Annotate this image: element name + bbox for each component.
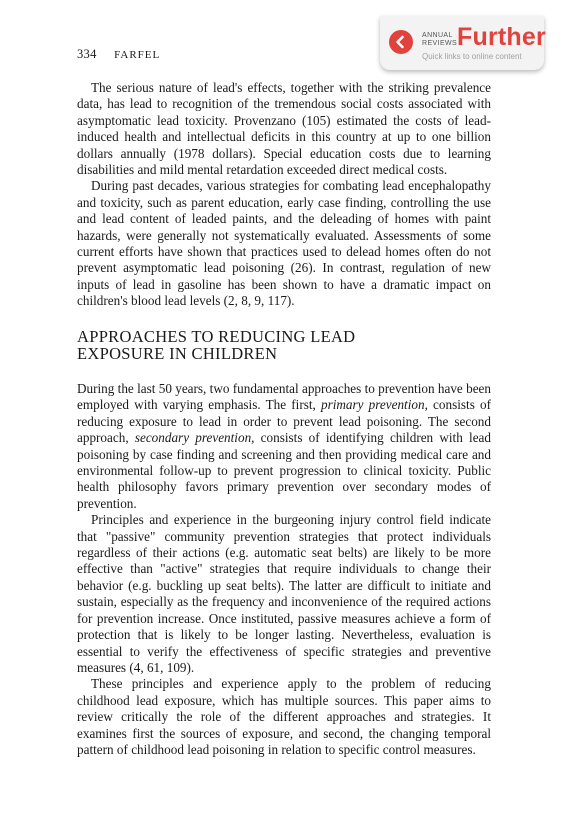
running-header (77, 47, 160, 62)
emphasis-secondary-prevention: secondary prevention, (134, 430, 255, 446)
text-run: During the last 50 years, two fundamental approaches to prevention have been employed with varying emphasis. The first, (77, 381, 491, 413)
page-number: 334 (77, 47, 97, 61)
paragraph: These principles and experience apply to the problem of reducing childhood lead exposure, which has multiple sources. This paper aims to review critically the role of the different approaches and strategies. It examines first the sources of exposure, and second, the changing temporal pattern of childhood lead poisoning in relation to specific control measures. (77, 676, 491, 757)
running-author: FARFEL (114, 49, 161, 61)
paragraph: Principles and experience in the burgeoning injury control field indicate that "passive" community prevention strategies that protect individuals regardless of their actions (e.g. automatic seat belts) are likely to be more effective than "active" strategies that require individuals to change their behavior (e.g. buckling up seat belts). The latter are difficult to initiate and sustain, especially as the frequency and inconvenience of the required actions for prevention increase. Once instituted, passive measures achieve a form of protection that is likely to be longer lasting. Nevertheless, evaluation is essential to verify the effectiveness of specific strategies and preventive measures (4, 61, 109). (77, 512, 491, 675)
further-subtitle: Quick links to online content (422, 52, 522, 61)
text-run: consists of identifying children with lead poisoning by case finding and screening and then providing medical care and environmental follow-up to prevent progression to clinical toxicity. Public health philosophy favors primary prevention over secondary modes of prevention. (77, 430, 491, 511)
emphasis-primary-prevention: primary prevention, (321, 397, 428, 413)
brand-label (422, 32, 457, 47)
heading-line: APPROACHES TO REDUCING LEAD (77, 327, 356, 346)
further-title: Further (457, 23, 546, 51)
arrow-left-circle-icon (389, 30, 413, 54)
intro-text (77, 80, 491, 310)
paragraph: The serious nature of lead's effects, together with the striking prevalence data, has lead to recognition of the tremendous social costs associated with asymptomatic lead toxicity. Provenzano (105) estimated the costs of lead-induced health and intellectual deficits in this country at up to one billion dollars annually (1978 dollars). Special education costs due to learning disabilities and mild mental retardation exceeded direct medical costs. (77, 80, 491, 178)
annual-reviews-further-badge[interactable] (380, 16, 544, 70)
brand-line-annual: ANNUAL (422, 32, 453, 39)
text-run: consists of reducing exposure to lead in order to prevent lead poisoning. The second approach, (77, 397, 491, 446)
paragraph (77, 381, 491, 512)
brand-line-reviews: REVIEWS (422, 39, 458, 47)
section-text (77, 381, 491, 758)
heading-line: EXPOSURE IN CHILDREN (77, 344, 278, 363)
section-heading (77, 328, 491, 362)
paragraph: During past decades, various strategies for combating lead encephalopathy and toxicity, such as parent education, early case finding, controlling the use and lead content of leaded paints, and the deleading of homes with paint hazards, were generally not systematically evaluated. Assessments of some current efforts have shown that practices used to delead homes often do not prevent asymptomatic lead poisoning (26). In contrast, regulation of new inputs of lead in gasoline has been shown to have a dramatic impact on children's blood lead levels (2, 8, 9, 117). (77, 178, 491, 309)
